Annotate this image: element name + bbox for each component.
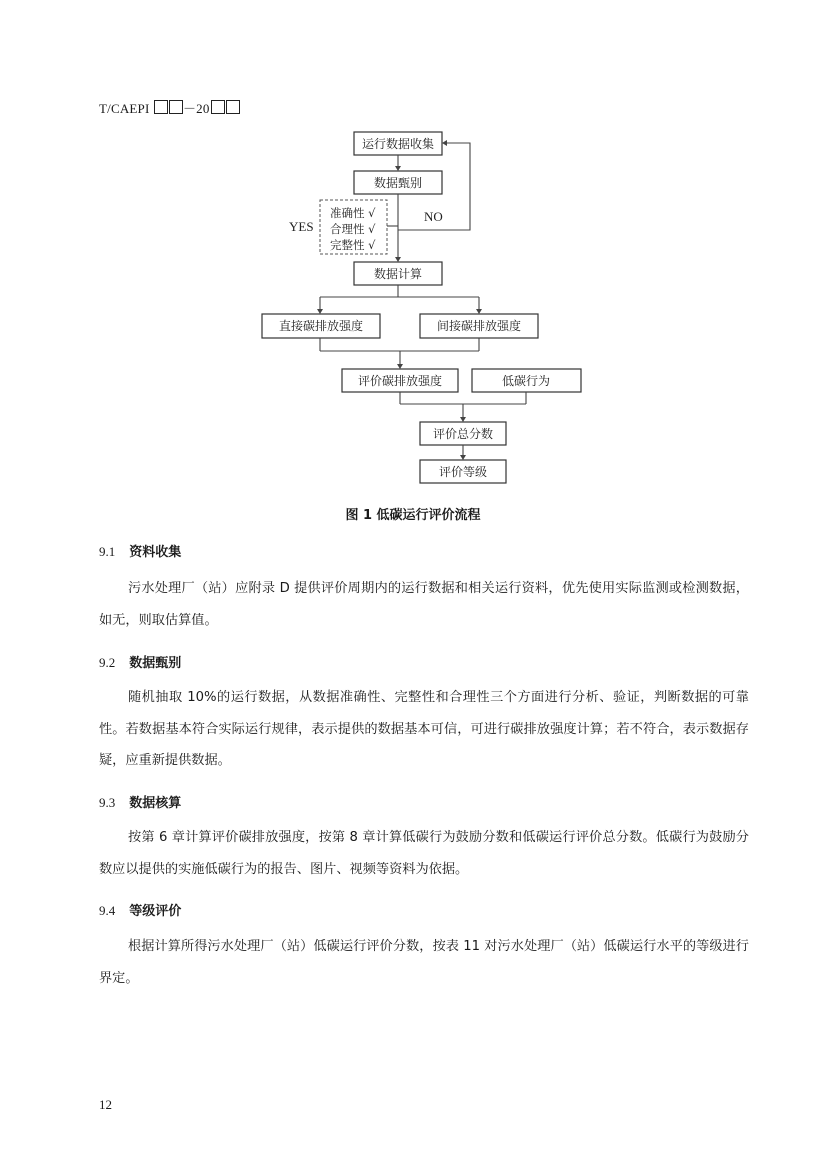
yes-label: YES xyxy=(289,219,314,234)
no-label: NO xyxy=(424,209,443,224)
check-accuracy: 准确性 √ xyxy=(330,206,376,220)
node-data-screening xyxy=(354,171,442,194)
node-indirect-emission xyxy=(420,314,538,338)
section-heading: 9.3 数据核算 xyxy=(99,795,182,811)
document-code: T/CAEPI －20 xyxy=(99,98,240,117)
svg-text:数据甄别: 数据甄别 xyxy=(373,176,423,190)
node-total-score xyxy=(420,422,506,445)
check-completeness: 完整性 √ xyxy=(330,238,376,252)
figure-caption: 图 1 低碳运行评价流程 xyxy=(345,508,481,523)
node-grade xyxy=(420,460,506,483)
svg-text:评价总分数: 评价总分数 xyxy=(432,427,494,441)
node-eval-intensity xyxy=(342,369,458,392)
svg-text:评价碳排放强度: 评价碳排放强度 xyxy=(357,374,443,388)
section-heading: 9.1 资料收集 xyxy=(99,544,182,560)
section-heading: 9.2 数据甄别 xyxy=(99,655,182,671)
check-rationality: 合理性 √ xyxy=(330,222,376,236)
flowchart xyxy=(0,0,826,500)
section-paragraph: 按第 6 章计算评价碳排放强度，按第 8 章计算低碳行为鼓励分数和低碳运行评价总分数。低碳行为鼓励分数应以提供的实施低碳行为的报告、图片、视频等资料为依据。 xyxy=(99,830,749,877)
svg-text:间接碳排放强度: 间接碳排放强度 xyxy=(436,319,522,333)
svg-text:低碳行为: 低碳行为 xyxy=(501,374,551,388)
node-data-calculation xyxy=(354,262,442,285)
svg-text:评价等级: 评价等级 xyxy=(438,465,488,479)
svg-text:数据计算: 数据计算 xyxy=(373,267,423,281)
node-direct-emission xyxy=(262,314,380,338)
section-paragraph: 污水处理厂（站）应附录 D 提供评价周期内的运行数据和相关运行资料，优先使用实际监测或检测数据，如无，则取估算值。 xyxy=(99,581,749,628)
section-paragraph: 随机抽取 10%的运行数据，从数据准确性、完整性和合理性三个方面进行分析、验证，判断数据的可靠性。若数据基本符合实际运行规律，表示提供的数据基本可信，可进行碳排放强度计算；若不符合，表示数据存疑，应重新提供数据。 xyxy=(99,690,749,768)
svg-text:直接碳排放强度: 直接碳排放强度 xyxy=(278,319,364,333)
node-data-collection xyxy=(354,132,442,155)
page-number: 12 xyxy=(99,1097,112,1112)
section-heading: 9.4 等级评价 xyxy=(99,903,182,919)
check-box xyxy=(320,200,387,254)
section-paragraph: 根据计算所得污水处理厂（站）低碳运行评价分数，按表 11 对污水处理厂（站）低碳运行水平的等级进行界定。 xyxy=(99,939,749,986)
node-low-carbon-behavior xyxy=(472,369,581,392)
svg-text:运行数据收集: 运行数据收集 xyxy=(361,137,435,151)
